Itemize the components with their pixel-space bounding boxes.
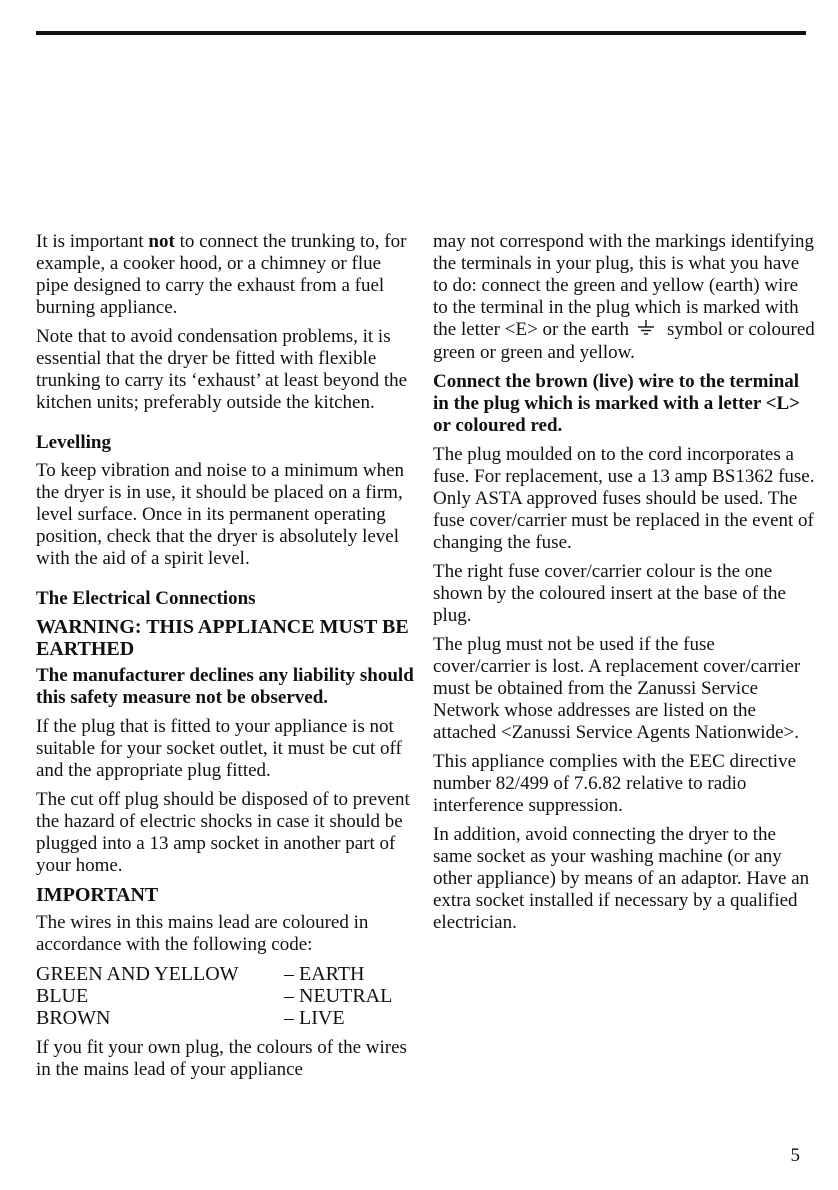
fuse-colour-paragraph: The right fuse cover/carrier colour is the one shown by the coloured insert at the base of the plug. [433,560,786,626]
brown-wire-paragraph: Connect the brown (live) wire to the terminal in the plug which is marked with a letter <L> or coloured red. [433,370,801,436]
liability-notice: The manufacturer declines any liability should this safety measure not be observed. [36,665,414,708]
levelling-heading: Levelling [36,432,111,453]
markings-text-end: symbol or coloured green or green and yellow. [433,319,815,363]
trunking-paragraph [36,231,418,319]
colour-code-row [36,1007,418,1029]
important-heading: IMPORTANT [36,884,159,906]
condensation-paragraph: Note that to avoid condensation problems, it is essential that the dryer be fitted with flexible trunking to carry its ‘exhaust’ at least beyond the kitchen units; preferably outside the kitchen. [36,326,408,413]
fuse-paragraph: The plug moulded on to the cord incorporates a fuse. For replacement, use a 13 amp BS1362 fuse. Only ASTA approved fuses should be used. The fuse cover/carrier must be replaced in the event of changing the fuse. [433,443,815,553]
markings-paragraph [433,231,815,364]
colour-code-table [36,963,418,1029]
colour-code-function: – LIVE [284,1007,345,1029]
fuse-lost-paragraph: The plug must not be used if the fuse cover/carrier is lost. A replacement cover/carrier must be obtained from the Zanussi Service Network whose addresses are listed on the attached <Zanussi Service Agents Nationwide>. [433,633,801,743]
top-rule [36,31,806,35]
left-column [36,231,418,1088]
page-number: 5 [790,1145,800,1166]
cut-off-plug-paragraph: The cut off plug should be disposed of to prevent the hazard of electric shocks in case it should be plugged into a 13 amp socket in another part of your home. [36,789,410,876]
colour-code-function: – NEUTRAL [284,985,393,1007]
earthing-warning: WARNING: THIS APPLIANCE MUST BE EARTHED [36,616,409,660]
trunking-text-end: to connect the trunking to, for example, a cooker hood, or a chimney or flue pipe designed to carry the exhaust from a fuel burning appliance. [36,231,407,318]
trunking-emphasis: not [148,231,175,252]
electrical-connections-heading: The Electrical Connections [36,588,256,609]
colour-code-colour: GREEN AND YELLOW [36,963,239,985]
colour-code-row [36,963,418,985]
colour-code-colour: BLUE [36,985,89,1007]
right-column [433,231,815,941]
levelling-paragraph: To keep vibration and noise to a minimum when the dryer is in use, it should be placed on a firm, level surface. Once in its permanent operating position, check that the dryer is absolutely level with the aid of a spirit level. [36,460,405,569]
colour-code-colour: BROWN [36,1007,111,1029]
earth-symbol-icon [637,320,655,342]
wires-paragraph: The wires in this mains lead are coloured in accordance with the following code: [36,912,369,955]
own-plug-paragraph: If you fit your own plug, the colours of the wires in the mains lead of your appliance [36,1037,407,1080]
trunking-text-start: It is important [36,231,149,252]
plug-unsuitable-paragraph: If the plug that is fitted to your appliance is not suitable for your socket outlet, it must be cut off and the appropriate plug fitted. [36,716,402,781]
colour-code-function: – EARTH [284,963,365,985]
eec-paragraph: This appliance complies with the EEC directive number 82/499 of 7.6.82 relative to radio interference suppression. [433,750,797,816]
markings-text-start: may not correspond with the markings identifying the terminals in your plug, this is what you have to do: connect the green and yellow (earth) wire to the terminal in the plug which is marked with the letter <E> or the earth [433,231,814,340]
colour-code-row [36,985,418,1007]
socket-paragraph: In addition, avoid connecting the dryer to the same socket as your washing machine (or any other appliance) by means of an adaptor. Have an extra socket installed if necessary by a qualified electrician. [433,823,810,933]
